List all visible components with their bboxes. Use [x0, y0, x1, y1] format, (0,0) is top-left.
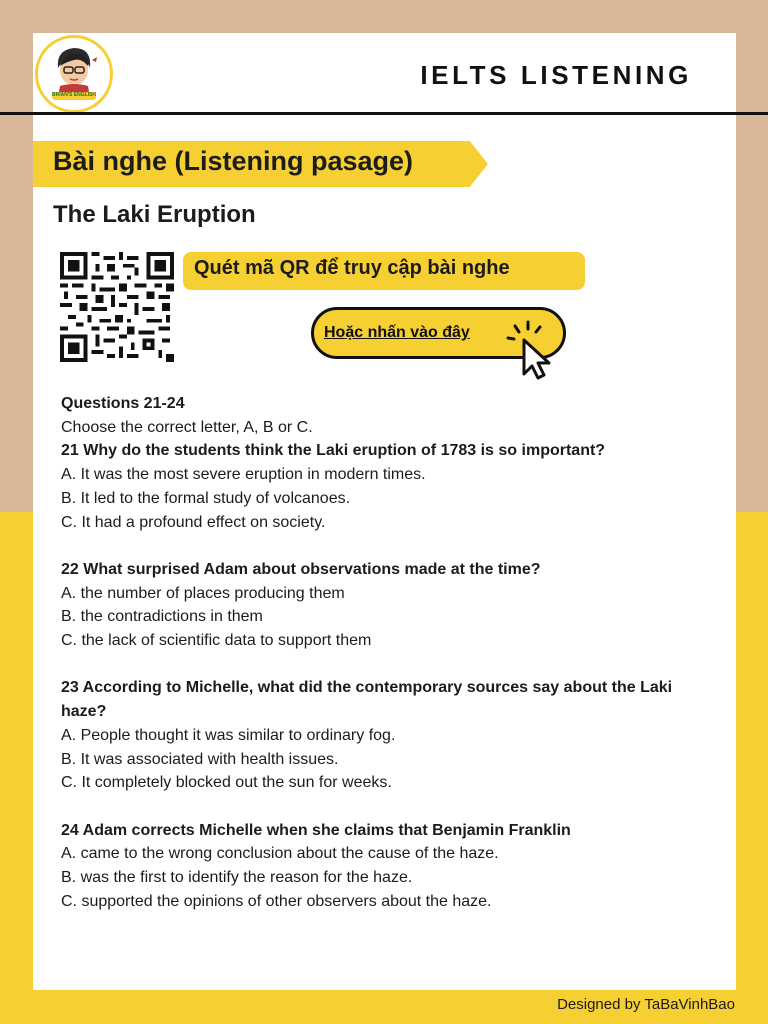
- avatar-logo-icon: [38, 38, 110, 110]
- question-23-option-b: B. It was associated with health issues.: [61, 750, 339, 768]
- footer-credit: Designed by TaBaVinhBao: [557, 996, 735, 1013]
- questions-instruction: Choose the correct letter, A, B or C.: [61, 418, 313, 436]
- question-22-prompt: 22 What surprised Adam about observations made at the time?: [61, 560, 541, 578]
- spacer: [61, 534, 721, 558]
- page-title: IELTS LISTENING: [420, 60, 692, 90]
- question-22-option-c: C. the lack of scientific data to support them: [61, 632, 372, 650]
- question-21-option-a: A. It was the most severe eruption in modern times.: [61, 466, 426, 484]
- spacer: [61, 653, 721, 677]
- question-24-option-c: C. supported the opinions of other observers about the haze.: [61, 892, 492, 910]
- question-21-option-b: B. It led to the formal study of volcanoes.: [61, 489, 351, 507]
- question-24-option-a: A. came to the wrong conclusion about the cause of the haze.: [61, 845, 499, 863]
- logo-text: BRIAN'S ENGLISH: [52, 92, 96, 98]
- qr-prompt: Quét mã QR để truy cập bài nghe: [183, 252, 585, 290]
- questions-heading: Questions 21-24: [61, 395, 185, 412]
- header-divider: [0, 112, 768, 115]
- questions-section: [61, 392, 721, 913]
- question-23-option-c: C. It completely blocked out the sun for weeks.: [61, 774, 392, 792]
- question-24-option-b: B. was the first to identify the reason for the haze.: [61, 869, 413, 887]
- qr-code-icon[interactable]: [59, 252, 175, 362]
- open-audio-button[interactable]: Hoặc nhấn vào đây: [311, 307, 566, 359]
- question-24-prompt: 24 Adam corrects Michelle when she claims that Benjamin Franklin: [61, 821, 571, 839]
- cursor-click-icon: [502, 318, 566, 382]
- avatar-logo: [35, 35, 113, 113]
- question-22-option-a: A. the number of places producing them: [61, 584, 345, 602]
- question-23-prompt: 23 According to Michelle, what did the contemporary sources say about the Laki haze?: [61, 679, 673, 721]
- passage-title: The Laki Eruption: [53, 201, 256, 228]
- question-23-option-a: A. People thought it was similar to ordinary fog.: [61, 726, 396, 744]
- spacer: [61, 795, 721, 819]
- question-21-option-c: C. It had a profound effect on society.: [61, 513, 326, 531]
- banner-title: Bài nghe (Listening pasage): [53, 146, 414, 176]
- question-22-option-b: B. the contradictions in them: [61, 608, 263, 626]
- question-21-prompt: 21 Why do the students think the Laki eruption of 1783 is so important?: [61, 442, 606, 460]
